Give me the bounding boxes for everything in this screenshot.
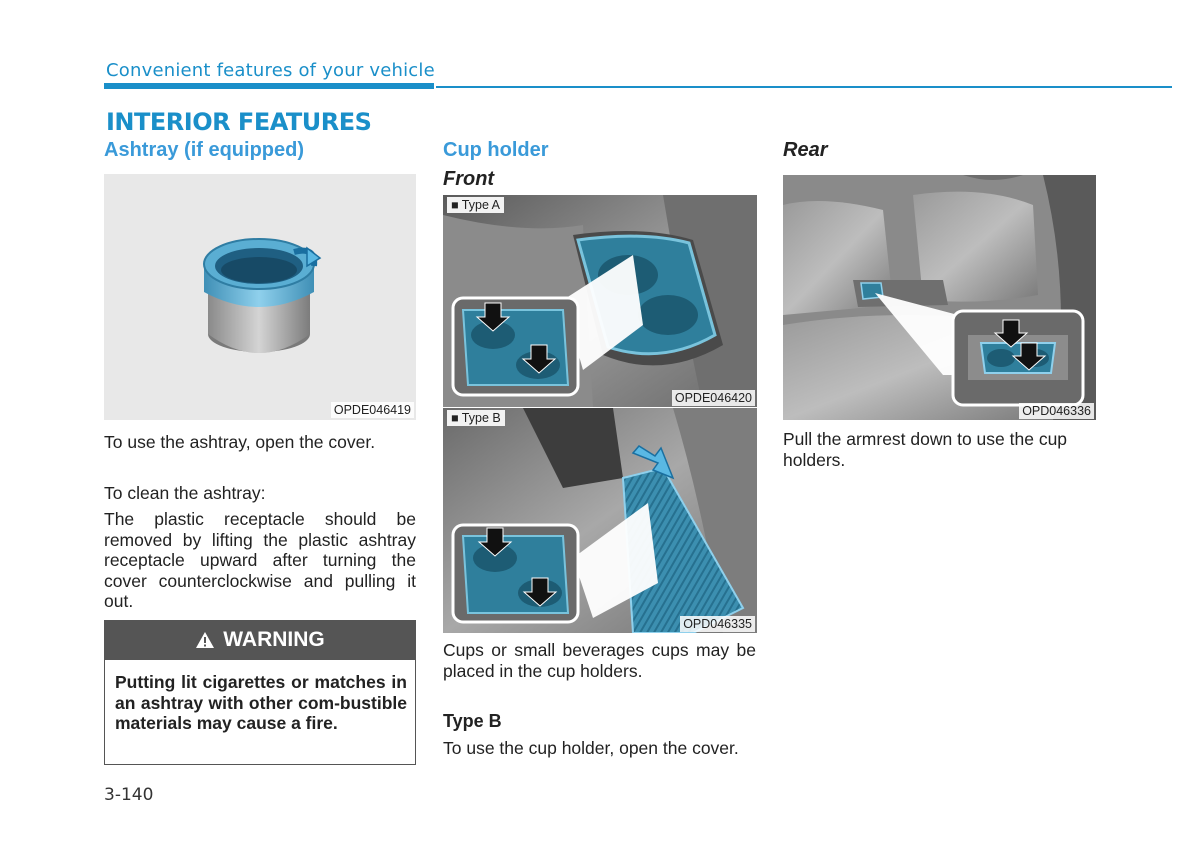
warning-triangle-icon — [195, 631, 215, 649]
warning-box — [104, 660, 416, 765]
ashtray-heading: Ashtray (if equipped) — [104, 139, 305, 161]
page-number: 3-140 — [104, 785, 154, 805]
ashtray-figure-code: OPDE046419 — [331, 402, 414, 418]
type-a-illustration — [443, 195, 757, 407]
front-heading: Front — [443, 168, 495, 190]
section-title: INTERIOR FEATURES — [106, 108, 372, 136]
type-b-figure-code: OPD046335 — [680, 616, 755, 632]
rear-text: Pull the armrest down to use the cup holders. — [783, 429, 1068, 470]
type-b-illustration — [443, 408, 757, 633]
type-b-text: To use the cup holder, open the cover. — [443, 738, 739, 758]
warning-label: WARNING — [223, 628, 325, 651]
type-b-tag: ■ Type B — [447, 410, 505, 426]
header-rule-thin — [436, 86, 1172, 88]
header-rule-thick — [104, 83, 434, 89]
warning-header — [104, 620, 416, 660]
ashtray-illustration — [104, 174, 416, 420]
ashtray-clean-intro: To clean the ashtray: — [104, 483, 266, 503]
rear-illustration — [783, 175, 1096, 420]
ashtray-figure — [104, 174, 416, 420]
rear-figure — [783, 175, 1096, 420]
warning-text: Putting lit cigarettes or matches in an ashtray with other com-bustible materials may cause a fire. — [115, 672, 407, 733]
cup-holder-heading: Cup holder — [443, 139, 549, 161]
type-a-figure — [443, 195, 757, 407]
type-b-figure — [443, 408, 757, 633]
type-b-heading: Type B — [443, 711, 502, 731]
cups-text: Cups or small beverages cups may be placed in the cup holders. — [443, 640, 756, 681]
ashtray-use-text: To use the ashtray, open the cover. — [104, 432, 376, 452]
type-a-figure-code: OPDE046420 — [672, 390, 755, 406]
ashtray-clean-text: The plastic receptacle should be removed by lifting the plastic ashtray receptacle upward after turning the cover counterclockwise and pulling it out. — [104, 509, 416, 611]
rear-heading: Rear — [783, 139, 828, 161]
type-a-tag: ■ Type A — [447, 197, 504, 213]
rear-figure-code: OPD046336 — [1019, 403, 1094, 419]
running-header: Convenient features of your vehicle — [106, 60, 435, 81]
